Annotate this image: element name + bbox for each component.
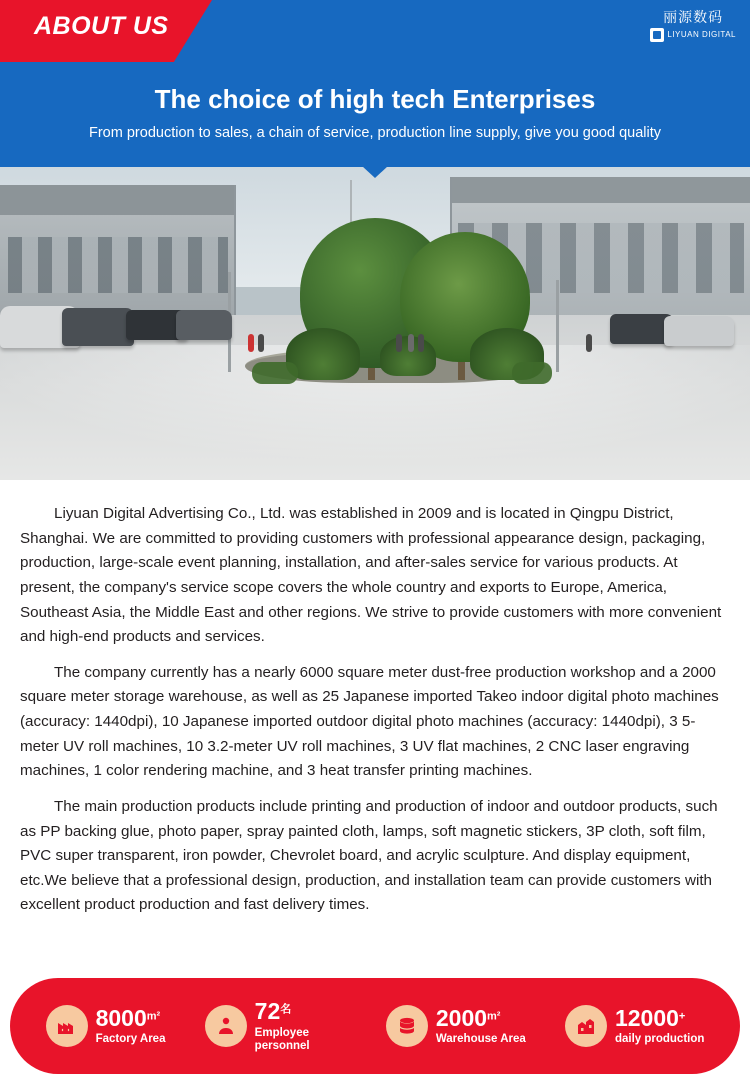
stat-factory-unit: m² [146,1010,161,1023]
banner-notch-icon [362,166,388,178]
photo-lamp-post-right [556,280,559,372]
company-logo [650,10,736,47]
photo-person [418,334,424,352]
hero-banner [0,62,750,167]
photo-building-left-windows [8,237,228,293]
about-paragraph-1: Liyuan Digital Advertising Co., Ltd. was established in 2009 and is located in Qingpu District, Shanghai. We are committed to providing customers with professional appearance design, packaging, production, large-scale event planning, installation, and after-sales service for various products. At present, the company's service scope covers the whole country and exports to Europe, America, Southeast Asia, the Middle East and other regions. We strive to provide customers with more convenient and high-end products and services. [20,505,722,646]
stat-employee-label: Employee personnel [254,1027,310,1052]
stat-factory-text [96,1006,166,1047]
production-icon [565,1005,607,1047]
photo-shrub [512,362,552,384]
factory-icon [46,1005,88,1047]
page-title: ABOUT US [34,12,169,40]
stat-production-text [615,1006,704,1047]
brand-name-en: LIYUAN DIGITAL [667,29,736,39]
stat-warehouse-text [436,1006,526,1047]
stat-employee-text [255,999,347,1053]
photo-person [408,334,414,352]
stat-production-value: 12000 [614,1004,679,1031]
about-paragraph-2: The company currently has a nearly 6000 square meter dust-free production workshop and a 2000 square meter storage warehouse, as well as 25 Japanese imported Takeo indoor digital photo machines (accuracy: 1440dpi), 10 Japanese imported outdoor digital photo machines (accuracy: 1440dpi), 3 5-meter UV roll machines, 10 3.2-meter UV roll machines, 3 UV flat machines, 2 CNC laser engraving machines, 1 color rendering machine, and 3 heat transfer printing machines. [20,663,719,780]
photo-car [664,316,734,346]
photo-shrub [252,362,298,384]
about-text-block [0,480,750,937]
page-header [0,0,750,62]
hero-subline: From production to sales, a chain of service, production line supply, give you good quality [89,125,661,141]
brand-logo-row [650,28,736,42]
people-icon [205,1005,247,1047]
stat-production-label: daily production [614,1033,705,1046]
stat-production-unit: + [678,1010,686,1023]
stat-daily-production [565,1005,704,1047]
stat-factory-value: 8000 [95,1004,147,1031]
brand-name-cn: 丽源数码 [663,9,724,25]
photo-building-left [0,185,236,325]
factory-photo [0,167,750,480]
photo-car [62,308,134,346]
stats-bar [10,978,740,1074]
photo-person [248,334,254,352]
stat-warehouse-area [386,1005,526,1047]
photo-person [396,334,402,352]
stat-factory-area [46,1005,166,1047]
photo-car [176,310,232,340]
stat-employee-value: 72 [254,998,281,1025]
stat-employee-personnel [205,999,347,1053]
stat-warehouse-label: Warehouse Area [435,1033,526,1046]
warehouse-icon [386,1005,428,1047]
photo-person [258,334,264,352]
stat-factory-label: Factory Area [95,1033,166,1046]
stat-employee-unit: 名 [280,1003,292,1016]
hero-headline: The choice of high tech Enterprises [154,84,596,114]
logo-mark-icon [650,28,664,42]
stat-warehouse-value: 2000 [435,1004,488,1031]
about-paragraph-3: The main production products include printing and production of indoor and outdoor products, such as PP backing glue, photo paper, spray painted cloth, lamps, soft magnetic stickers, 3P cloth, soft film, PVC super transparent, iron powder, Chevrolet board, and acrylic sculpture. And display equipment, etc.We believe that a professional design, production, and installation team can provide customers with excellent product production and fast delivery times. [20,797,718,914]
photo-person [586,334,592,352]
stat-warehouse-unit: m² [487,1010,501,1023]
